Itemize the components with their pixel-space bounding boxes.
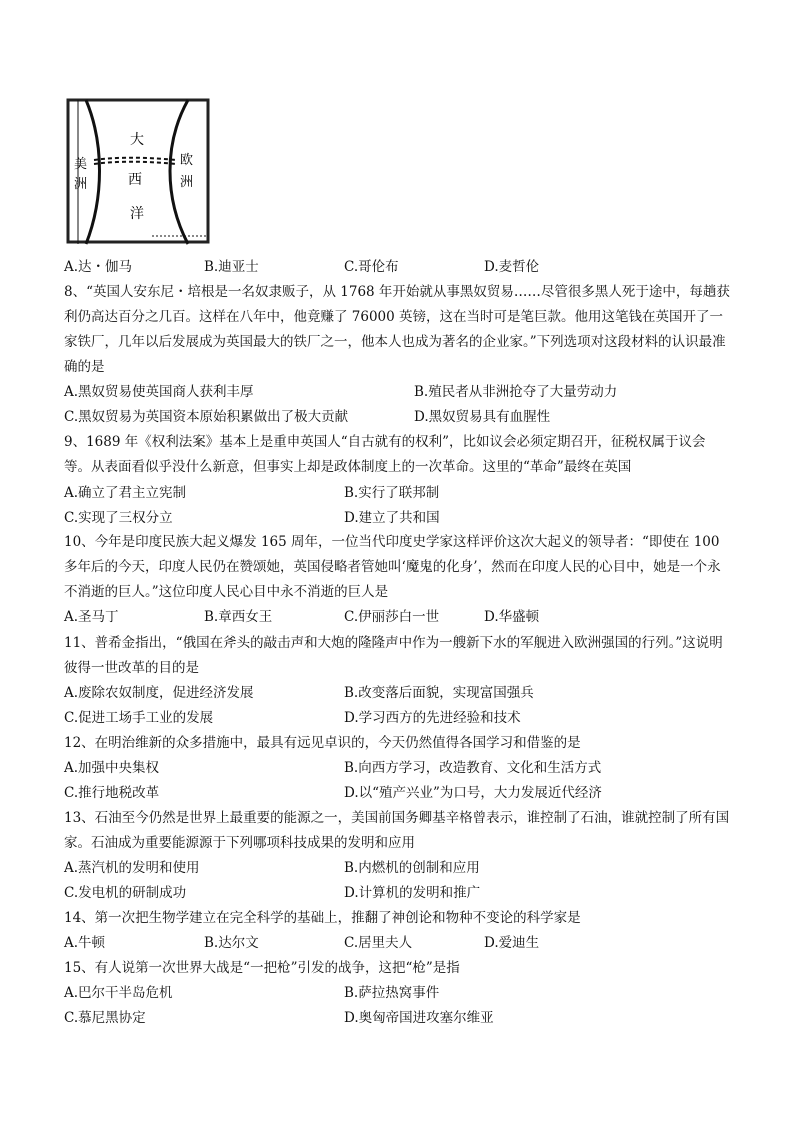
q9-stem: 9、1689 年《权利法案》基本上是重申英国人“自古就有的权利”，比如议会必须定期召开，征税权属于议会等。从表面看似乎没什么新意，但事实上却是政体制度上的一次革命。这里的“革命”最终在英国 (64, 434, 706, 475)
q10-option-b: B.章西女王 (204, 609, 273, 625)
q7-option-b: B.迪亚士 (204, 259, 259, 275)
q12-option-c: C.推行地税改革 (64, 785, 160, 801)
q12-stem: 12、在明治维新的众多措施中，最具有远见卓识的，今天仍然值得各国学习和借鉴的是 (64, 735, 581, 751)
q11-option-b: B.改变落后面貌，实现富国强兵 (344, 685, 534, 701)
map-label-yang: 洋 (130, 206, 144, 222)
q12-option-d: D.以“殖产兴业”为口号，大力发展近代经济 (344, 785, 602, 801)
q11-option-d: D.学习西方的先进经验和技术 (344, 710, 521, 726)
q13-option-c: C.发电机的研制成功 (64, 885, 187, 901)
q12-option-a: A.加强中央集权 (64, 760, 160, 776)
q11-stem: 11、普希金指出，“俄国在斧头的敲击声和大炮的隆隆声中作为一艘新下水的军舰进入欧洲强国的行列。”这说明彼得一世改革的目的是 (64, 635, 723, 676)
q13-stem: 13、石油至今仍然是世界上最重要的能源之一，美国前国务卿基辛格曾表示，谁控制了石油，谁就控制了所有国家。石油成为重要能源源于下列哪项科技成果的发明和应用 (64, 810, 730, 851)
q10-option-c: C.伊丽莎白一世 (344, 609, 440, 625)
q9-option-b: B.实行了联邦制 (344, 485, 440, 501)
q7-option-a: A.达・伽马 (64, 259, 133, 275)
q9-option-a: A.确立了君主立宪制 (64, 485, 187, 501)
q14-option-c: C.居里夫人 (344, 935, 413, 951)
q9-option-c: C.实现了三权分立 (64, 510, 173, 526)
q14-option-b: B.达尔文 (204, 935, 259, 951)
q11-option-c: C.促进工场手工业的发展 (64, 710, 214, 726)
q8-stem: 8、“英国人安东尼・培根是一名奴隶贩子，从 1768 年开始就从事黑奴贸易……尽管很多黑人死于途中，每趟获利仍高达百分之几百。这样在八年中，他竟赚了 76000 英镑，这在当时可是笔巨款。他用这笔钱在英国开了一家铁厂，几年以后发展成为英国最大的铁厂之一，他本人也成为著名的企业家。”下列选项对这段材料的认识最准确的是 (64, 284, 730, 375)
q11-option-a: A.废除农奴制度，促进经济发展 (64, 685, 254, 701)
q10-option-a: A.圣马丁 (64, 609, 119, 625)
q8-option-a: A.黑奴贸易使英国商人获利丰厚 (64, 384, 254, 400)
q15-option-d: D.奥匈帝国进攻塞尔维亚 (344, 1010, 494, 1026)
q8-option-c: C.黑奴贸易为英国资本原始积累做出了极大贡献 (64, 409, 349, 425)
map-label-xi: 西 (128, 172, 142, 188)
q8-option-b: B.殖民者从非洲抢夺了大量劳动力 (414, 384, 618, 400)
q15-option-b: B.萨拉热窝事件 (344, 985, 440, 1001)
map-label-mei-zhou: 洲 (74, 177, 88, 192)
q9-option-d: D.建立了共和国 (344, 510, 440, 526)
q10-stem: 10、今年是印度民族大起义爆发 165 周年，一位当代印度史学家这样评价这次大起义的领导者：“即使在 100 多年后的今天，印度人民仍在赞颂她，英国侵略者管她叫‘魔鬼的化身’，然而在印度人民的心目中，她是一个永不消逝的巨人。”这位印度人民心目中永不消逝的巨人是 (64, 534, 721, 600)
q7-option-c: C.哥伦布 (344, 259, 399, 275)
q8-option-d: D.黑奴贸易具有血腥性 (414, 409, 551, 425)
q15-option-c: C.慕尼黑协定 (64, 1010, 146, 1026)
q15-stem: 15、有人说第一次世界大战是“一把枪”引发的战争，这把“枪”是指 (64, 960, 460, 976)
q14-option-a: A.牛顿 (64, 935, 106, 951)
map-label-ou-zhou: 洲 (180, 175, 194, 190)
q13-option-d: D.计算机的发明和推广 (344, 885, 481, 901)
atlantic-map-figure (64, 98, 212, 246)
q13-option-a: A.蒸汽机的发明和使用 (64, 860, 200, 876)
map-label-ou: 欧 (180, 153, 194, 168)
q15-option-a: A.巴尔干半岛危机 (64, 985, 173, 1001)
map-label-da: 大 (130, 132, 144, 148)
q14-stem: 14、第一次把生物学建立在完全科学的基础上，推翻了神创论和物种不变论的科学家是 (64, 910, 581, 926)
q7-option-d: D.麦哲伦 (484, 259, 540, 275)
q13-option-b: B.内燃机的创制和应用 (344, 860, 480, 876)
q14-option-d: D.爱迪生 (484, 935, 540, 951)
q12-option-b: B.向西方学习，改造教育、文化和生活方式 (344, 760, 602, 776)
map-label-mei: 美 (74, 157, 88, 172)
q10-option-d: D.华盛顿 (484, 609, 540, 625)
